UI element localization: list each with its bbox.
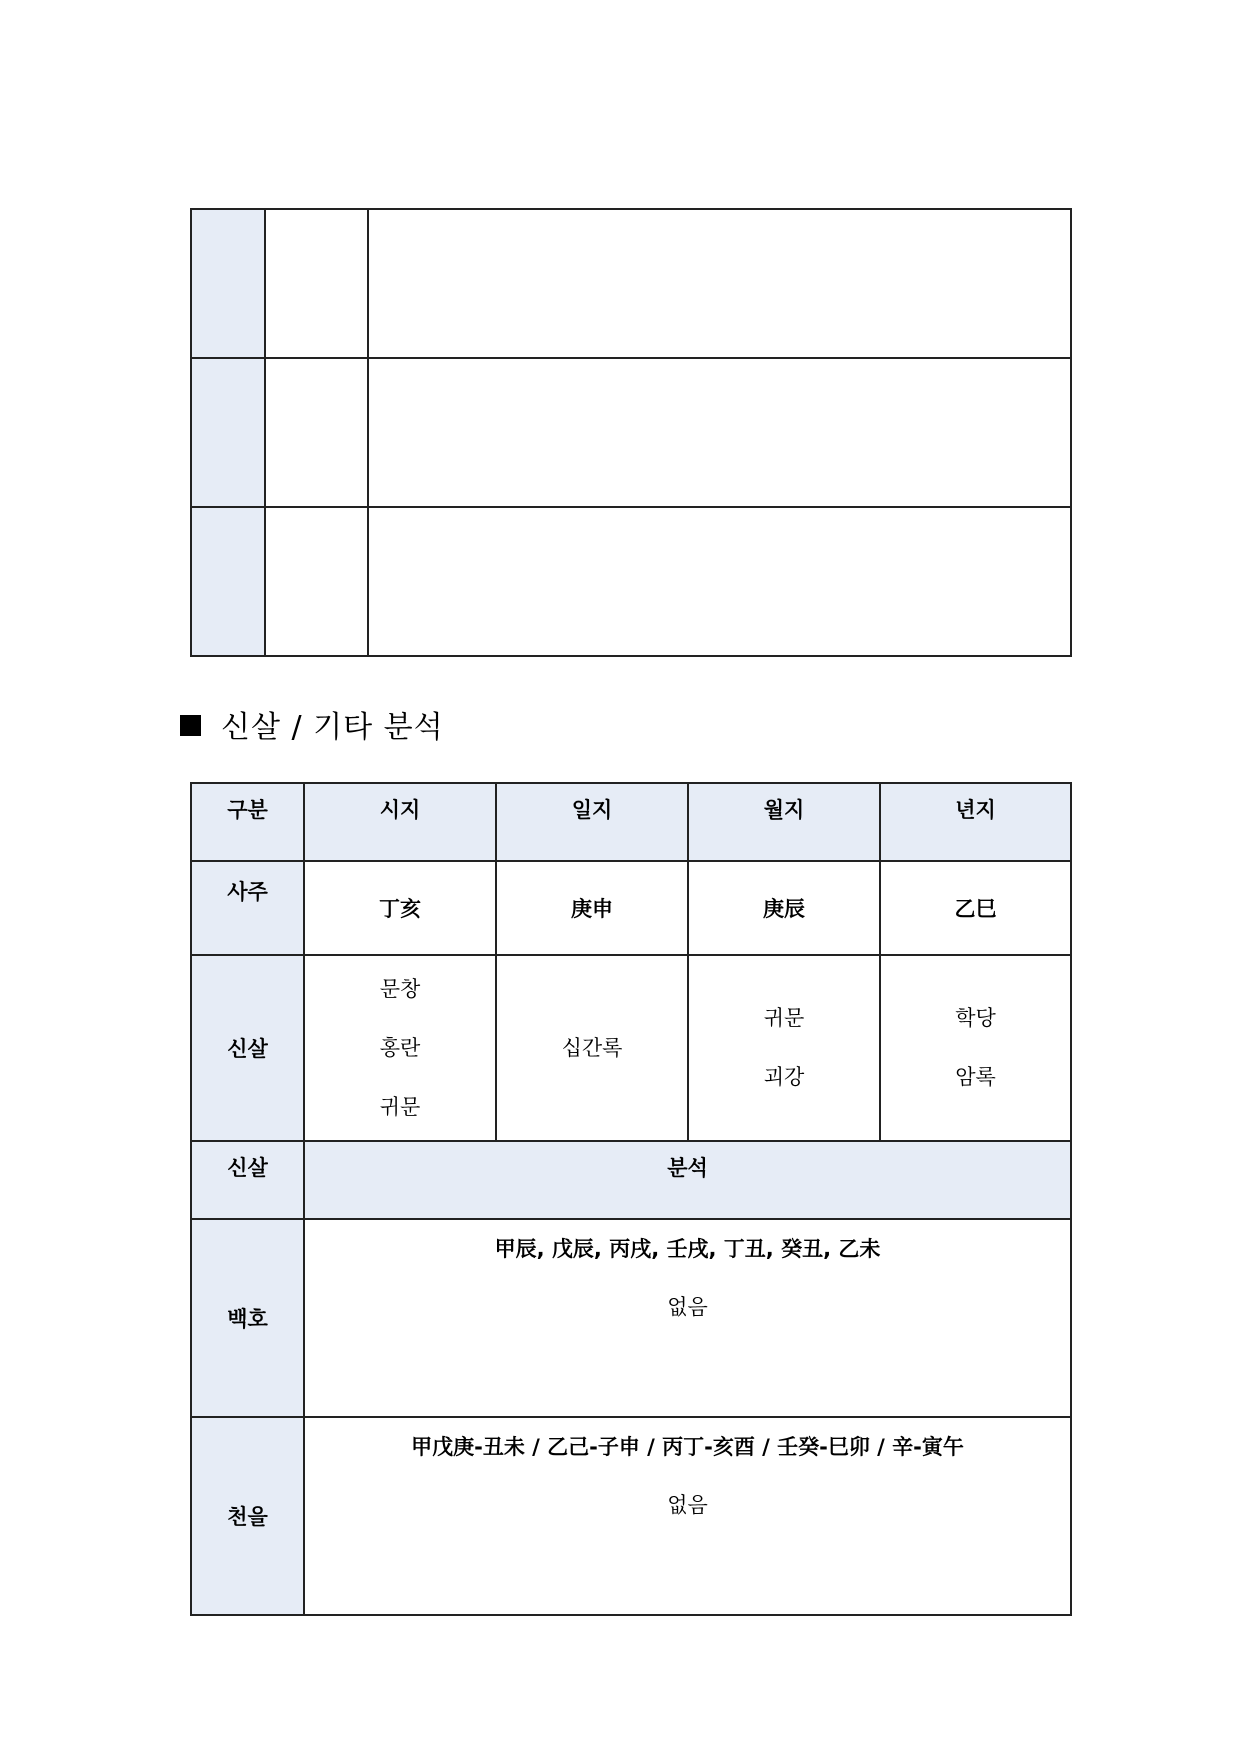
cheoneul-result: 없음 — [667, 1493, 708, 1517]
shinsal-item: 문창 — [379, 976, 421, 1001]
header-cell-year-branch: 년지 — [880, 783, 1071, 861]
table-cell — [265, 358, 368, 507]
analysis-header-label: 신살 — [191, 1141, 304, 1219]
table-cell — [368, 209, 1071, 358]
table-row — [191, 358, 1071, 507]
table-cell — [191, 507, 265, 656]
shinsal-row — [191, 955, 1071, 1141]
shinsal-item: 홍란 — [379, 1035, 421, 1060]
analysis-header-row — [191, 1141, 1071, 1219]
table-cell — [265, 209, 368, 358]
baekho-rule: 甲辰, 戊辰, 丙戌, 壬戌, 丁丑, 癸丑, 乙未 — [494, 1237, 881, 1261]
table-cell — [368, 507, 1071, 656]
shinsal-year-cell — [880, 955, 1071, 1141]
saju-year: 乙巳 — [880, 861, 1071, 955]
header-cell-day-branch: 일지 — [496, 783, 688, 861]
baekho-row — [191, 1219, 1071, 1417]
baekho-result: 없음 — [667, 1295, 708, 1319]
section-heading — [180, 702, 444, 746]
table-cell — [368, 358, 1071, 507]
header-cell-month-branch: 월지 — [688, 783, 880, 861]
row-label-baekho: 백호 — [191, 1219, 304, 1417]
shinsal-item: 학당 — [955, 1006, 996, 1030]
header-row — [191, 783, 1071, 861]
table-cell — [191, 209, 265, 358]
table-row — [191, 209, 1071, 358]
shinsal-item: 십간록 — [561, 1035, 623, 1060]
saju-row — [191, 861, 1071, 955]
cheoneul-content — [304, 1417, 1071, 1615]
saju-month: 庚辰 — [688, 861, 880, 955]
shinsal-item: 암록 — [955, 1065, 996, 1089]
shinsal-hour-cell — [304, 955, 496, 1141]
section-title: 신살 / 기타 분석 — [221, 710, 444, 745]
saju-day: 庚申 — [496, 861, 688, 955]
shinsal-month-cell — [688, 955, 880, 1141]
row-label-saju: 사주 — [191, 861, 304, 955]
table-cell — [265, 507, 368, 656]
table-cell — [191, 358, 265, 507]
cheoneul-rule: 甲戊庚-丑未 / 乙己-子申 / 丙丁-亥酉 / 壬癸-巳卯 / 辛-寅午 — [411, 1435, 964, 1459]
shinsal-item: 괴강 — [763, 1065, 805, 1089]
baekho-content — [304, 1219, 1071, 1417]
black-square-bullet-icon — [180, 715, 201, 736]
cheoneul-row — [191, 1417, 1071, 1615]
header-cell-hour-branch: 시지 — [304, 783, 496, 861]
analysis-header-title: 분석 — [304, 1141, 1071, 1219]
shinsal-item: 귀문 — [379, 1094, 421, 1119]
empty-continuation-table — [190, 208, 1072, 657]
row-label-shinsal: 신살 — [191, 955, 304, 1141]
saju-hour: 丁亥 — [304, 861, 496, 955]
header-cell-category: 구분 — [191, 783, 304, 861]
shinsal-item: 귀문 — [763, 1006, 805, 1030]
row-label-cheoneul: 천을 — [191, 1417, 304, 1615]
shinsal-day-cell — [496, 955, 688, 1141]
table-row — [191, 507, 1071, 656]
shinsal-analysis-table — [190, 782, 1072, 1616]
